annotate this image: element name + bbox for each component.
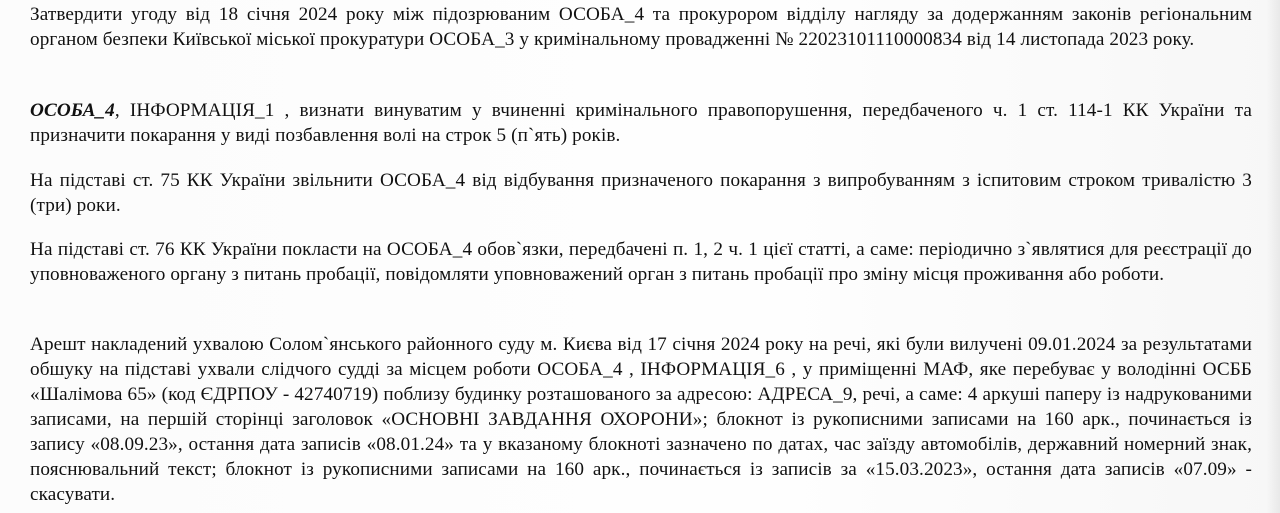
paragraph-approve-agreement: Затвердити угоду від 18 січня 2024 року між підозрюваним ОСОБА_4 та прокурором відділу нагляду за додержанням законів регіональним органом безпеки Київської міської прокуратури ОСОБА_3 у кримінальному провадженні № 22023101110000834 від 14 листопада 2023 року. [30, 4, 1252, 50]
defendant-name: ОСОБА_4 [30, 100, 115, 121]
page-edge-shadow [1266, 0, 1280, 513]
paragraph-verdict [30, 98, 1252, 148]
verdict-text: , ІНФОРМАЦІЯ_1 , визнати винуватим у вчиненні кримінального правопорушення, передбаченого ч. 1 ст. 114-1 КК України та призначити покарання у виді позбавлення волі на строк 5 (п`ять) років. [30, 100, 1252, 146]
paragraph-obligations: На підставі ст. 76 КК України покласти на ОСОБА_4 обов`язки, передбачені п. 1, 2 ч. 1 цієї статті, а саме: періодично з`являтися для реєстрації до уповноваженого органу з питань пробації, повідомляти уповноважений орган з питань пробації про зміну місця проживання або роботи. [30, 239, 1252, 285]
paragraph-arrest-cancel: Арешт накладений ухвалою Солом`янського районного суду м. Києва від 17 січня 2024 року на речі, які були вилучені 09.01.2024 за результатами обшуку на підставі ухвали слідчого судді за місцем роботи ОСОБА_4 , ІНФОРМАЦІЯ_6 , у приміщенні МАФ, яке перебуває у володінні ОСББ «Шалімова 65» (код ЄДРПОУ - 42740719) поблизу будинку розташованого за адресою: АДРЕСА_9, речі, а саме: 4 аркуші паперу із надрукованими записами, на першій сторінці заголовок «ОСНОВНІ ЗАВДАННЯ ОХОРОНИ»; блокнот із рукописними записами на 160 арк., починається із запису «08.09.23», остання дата записів «08.01.24» та у вказаному блокноті зазначено по датах, час заїзду автомобілів, державний номерний знак, пояснювальний текст; блокнот із рукописними записами на 160 арк., починається із записів за «15.03.2023», остання дата записів «07.09» - скасувати. [30, 334, 1252, 505]
paragraph-probation: На підставі ст. 75 КК України звільнити ОСОБА_4 від відбування призначеного покарання з випробуванням з іспитовим строком тривалістю 3 (три) роки. [30, 170, 1252, 216]
